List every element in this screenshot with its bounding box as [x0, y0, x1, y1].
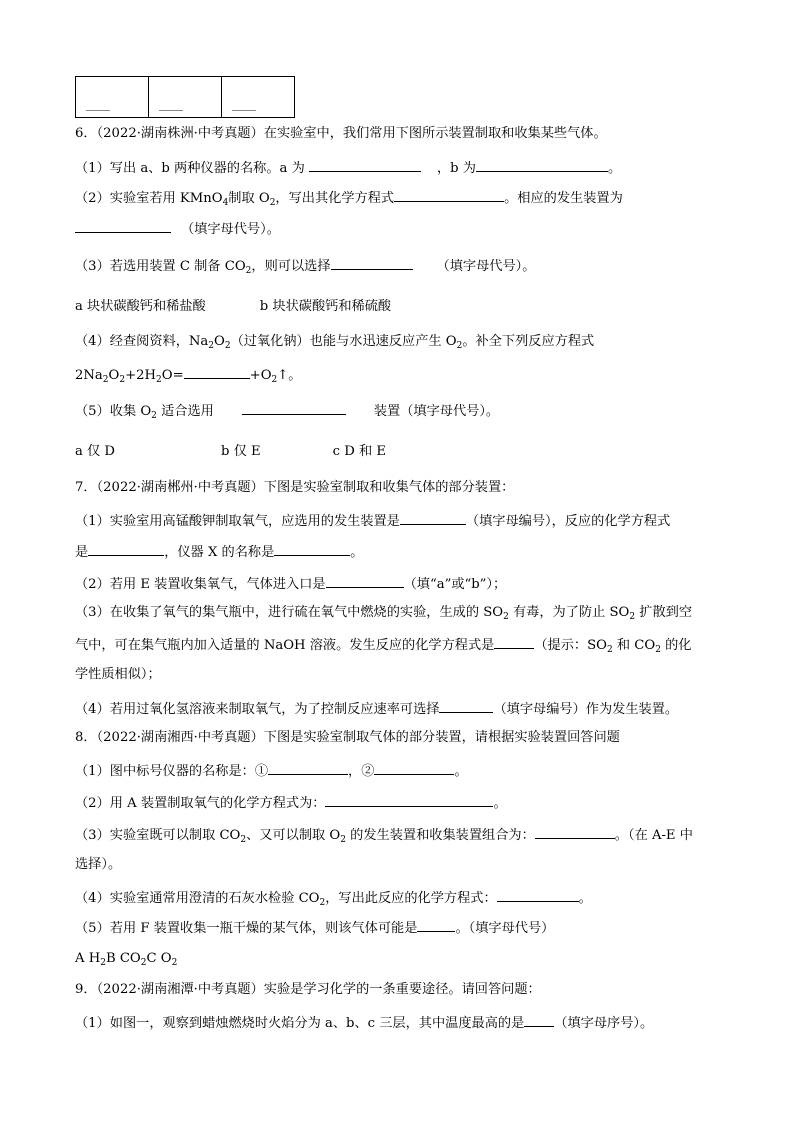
q7-part1: （1）实验室用高锰酸钾制取氧气，应选用的发生装置是 （填字母编号），反应的化学方程式 — [75, 511, 670, 531]
option-a: a 块状碳酸钙和稀盐酸 — [75, 299, 206, 314]
answer-blank — [494, 635, 534, 649]
q7-part4: （4）若用过氧化氢溶液来制取氧气，为了控制反应速率可选择 （填字母编号）作为发生装置。 — [75, 699, 678, 719]
q6-part4: （4）经查阅资料，$Na_2O_2$（过氧化钠）也能与水迅速反应产生 $O_2$。补全下列反应方程式 — [75, 334, 595, 351]
q8-part4: （4）实验室通常用澄清的石灰水检验 $CO_2$，写出此反应的化学方程式： 。 — [75, 888, 592, 908]
answer-cell — [222, 77, 295, 118]
q7-part2: （2）若用 E 装置收集氧气，气体进入口是 （填“a”或“b”）； — [75, 574, 506, 594]
option-b: b 块状碳酸钙和稀硫酸 — [259, 299, 392, 314]
q8-part5-options: A $H_2B$ $CO_2C$ $O_2$ — [75, 951, 178, 968]
answer-blank — [497, 888, 579, 902]
answer-blank — [417, 918, 455, 932]
answer-cell — [149, 77, 222, 118]
answer-blank — [326, 574, 404, 588]
q6-part5-options — [75, 443, 386, 461]
answer-blank — [309, 158, 421, 172]
q6-part1: （1）写出 a、b 两种仪器的名称。a 为 ，b 为 。 — [75, 158, 621, 178]
q9-header: 9．（2022·湖南湘潭·中考真题）实验是学习化学的一条重要途径。请回答问题： — [75, 982, 541, 997]
q6-part4-equation: $2Na_2O_2+2H_2O=$ $+O_2↑$。 — [75, 365, 302, 385]
q6-header: 6．（2022·湖南株洲·中考真题）在实验室中，我们常用下图所示装置制取和收集某些气体。 — [75, 126, 607, 141]
blank: ____ — [159, 96, 183, 111]
answer-blank — [524, 1013, 554, 1027]
answer-blank — [184, 365, 250, 379]
option-c: C O — [146, 951, 172, 966]
q8-part1: （1）图中标号仪器的名称是：① ，② 。 — [75, 761, 468, 781]
answer-blank — [268, 761, 348, 775]
q6-part2: （2）实验室若用 KMnO$_4$制取 $O_2$，写出其化学方程式 。相应的发生装置为 — [75, 188, 623, 208]
option-a: a 仅 D — [75, 444, 116, 459]
option-b: b 仅 E — [221, 444, 261, 459]
q7-part3: （3）在收集了氧气的集气瓶中，进行硫在氧气中燃烧的实验，生成的 $SO_2$ 有毒，为了防止 $SO_2$ 扩散到空 — [75, 605, 693, 622]
answer-table — [75, 76, 295, 118]
q7-part3-end: 学性质相似）； — [75, 667, 161, 682]
answer-blank — [374, 761, 454, 775]
answer-cell — [76, 77, 149, 118]
q6-part3: （3）若选用装置 C 制备 $CO_2$，则可以选择 （填字母代号）。 — [75, 256, 535, 276]
blank: ____ — [86, 96, 110, 111]
option-c: c D 和 E — [332, 444, 387, 459]
option-b: B CO — [105, 951, 141, 966]
answer-blank — [274, 542, 350, 556]
q7-part3-cont: 气中，可在集气瓶内加入适量的 NaOH 溶液。发生反应的化学方程式是 （提示：$SO_2$ 和 $CO_2$ 的化 — [75, 635, 692, 655]
answer-blank — [476, 158, 608, 172]
q8-part5: （5）若用 F 装置收集一瓶干燥的某气体，则该气体可能是 。（填字母代号） — [75, 918, 554, 938]
q8-part2: （2）用 A 装置制取氧气的化学方程式为： 。 — [75, 793, 507, 813]
answer-blank — [325, 793, 493, 807]
blank: ____ — [232, 96, 256, 111]
q7-part1-cont: 是 ，仪器 X 的名称是 。 — [75, 542, 363, 562]
q6-part5: （5）收集 $O_2$ 适合选用 装置（填字母代号）。 — [75, 401, 499, 421]
q6-part2-cont: （填字母代号）。 — [75, 219, 280, 239]
answer-blank — [394, 188, 504, 202]
q9-part1: （1）如图一，观察到蜡烛燃烧时火焰分为 a、b、c 三层，其中温度最高的是 （填字母序号）。 — [75, 1013, 653, 1033]
answer-blank — [242, 401, 346, 415]
answer-blank — [331, 256, 413, 270]
answer-blank — [535, 825, 615, 839]
q7-header: 7．（2022·湖南郴州·中考真题）下图是实验室制取和收集气体的部分装置： — [75, 480, 515, 495]
answer-blank — [400, 511, 466, 525]
q8-part3-cont: 选择）。 — [75, 857, 122, 872]
q8-part3: （3）实验室既可以制取 $CO_2$、又可以制取 $O_2$ 的发生装置和收集装置组合为： 。（在 A-E 中 — [75, 825, 693, 845]
answer-blank — [88, 542, 164, 556]
answer-blank — [75, 219, 171, 233]
q8-header: 8．（2022·湖南湘西·中考真题）下图是实验室制取气体的部分装置，请根据实验装置回答问题 — [75, 730, 620, 745]
q6-part3-options — [75, 298, 391, 316]
answer-blank — [439, 699, 493, 713]
option-a: A H — [75, 951, 101, 966]
